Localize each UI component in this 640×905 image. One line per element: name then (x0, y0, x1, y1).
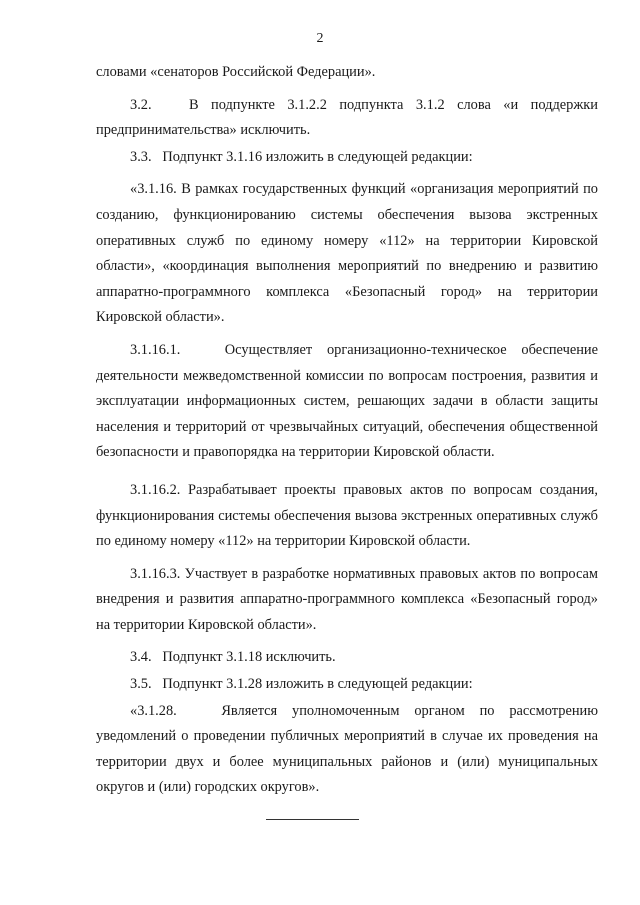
paragraph-3-2: 3.2. В подпункте 3.1.2.2 подпункта 3.1.2 слова «и поддержки предпринимательства» исключить. (96, 96, 602, 139)
paragraph-3-5: 3.5. Подпункт 3.1.28 изложить в следующей редакции: (130, 676, 473, 693)
paragraph-3-1-16-1: 3.1.16.1. Осуществляет организационно-техническое обеспечение деятельности межведомственной комиссии по вопросам построения, развития и эксплуатации информационных систем, решающих задачи в области защиты населения и территорий от чрезвычайных ситуаций, обеспечения общественной безопасности и правопорядка на территории Кировской области. (96, 341, 602, 461)
paragraph-3-1-16: «3.1.16. В рамках государственных функций «организация мероприятий по созданию, функционированию системы обеспечения вызова экстренных оперативных служб по единому номеру «112» на территории Кировской области», «координация выполнения мероприятий по внедрению и развитию аппаратно-программного комплекса «Безопасный город» на территории Кировской области». (96, 181, 598, 326)
document-body (96, 60, 602, 801)
paragraph-3-1-16-3: 3.1.16.3. Участвует в разработке нормативных правовых актов по вопросам внедрения и развития аппаратно-программного комплекса «Безопасный город» на территории Кировской области». (96, 565, 598, 633)
paragraph-3-1-28: «3.1.28. Является уполномоченным органом по рассмотрению уведомлений о проведении публичных мероприятий в случае их проведения на территории двух и более муниципальных районов и (или) муниципальных округов и (или) городских округов». (96, 702, 602, 796)
paragraph-3-3: 3.3. Подпункт 3.1.16 изложить в следующей редакции: (130, 148, 473, 165)
page-number: 2 (316, 31, 324, 46)
paragraph-3-1-16-2: 3.1.16.2. Разрабатывает проекты правовых актов по вопросам создания, функционирования системы обеспечения вызова экстренных оперативных служб по единому номеру «112» на территории Кировской области. (96, 481, 598, 550)
paragraph-3-4: 3.4. Подпункт 3.1.18 исключить. (130, 649, 336, 666)
closing-rule (266, 819, 359, 820)
paragraph-continuation: словами «сенаторов Российской Федерации». (96, 64, 376, 80)
